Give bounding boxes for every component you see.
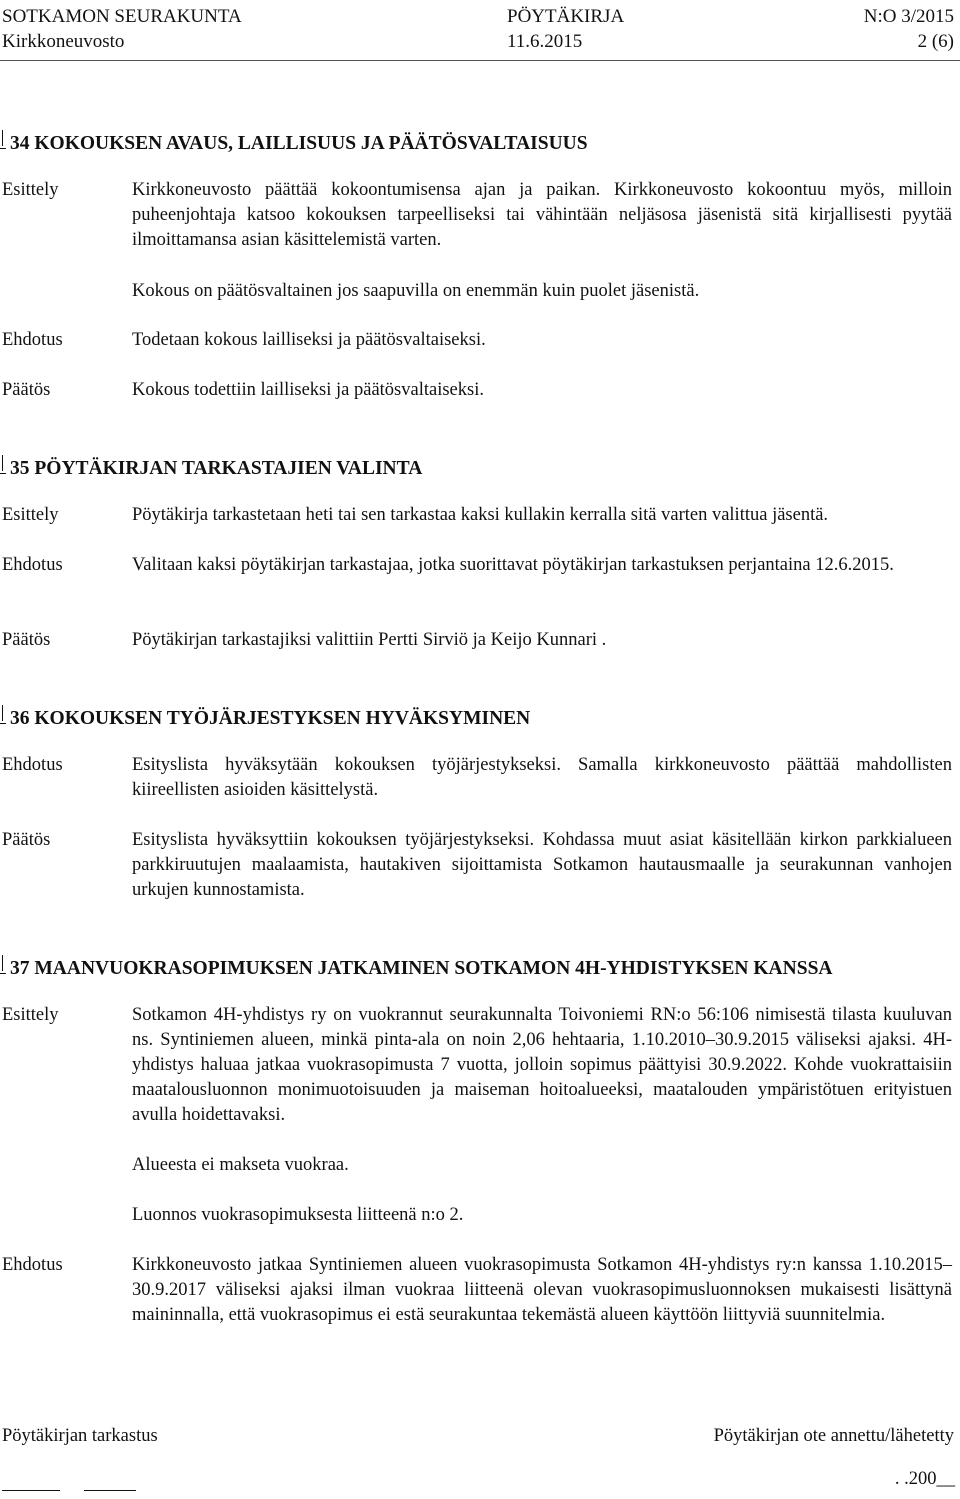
header-doc-type: PÖYTÄKIRJA	[507, 6, 625, 27]
header-rule	[0, 60, 960, 61]
item-label: Päätös	[2, 630, 51, 650]
footer-review-label: Pöytäkirjan tarkastus	[2, 1426, 158, 1446]
section-heading-text: 36 KOKOUKSEN TYÖJÄRJESTYKSEN HYVÄKSYMINEN	[10, 708, 531, 729]
header-row-2	[0, 29, 960, 54]
section-heading-35	[0, 453, 960, 481]
item-text: Todetaan kokous lailliseksi ja päätösvaltaiseksi.	[132, 330, 486, 350]
page-header	[0, 4, 960, 54]
header-body-name: Kirkkoneuvosto	[2, 31, 125, 52]
header-page: 2 (6)	[917, 31, 954, 52]
item-text: Esityslista hyväksytään kokouksen työjärjestykseksi. Samalla kirkkoneuvosto päättää mahdollisten kiireellisten asioiden käsittelystä.	[132, 755, 952, 800]
section-heading-text: 37 MAANVUOKRASOPIMUKSEN JATKAMINEN SOTKAMON 4H-YHDISTYKSEN KANSSA	[10, 958, 833, 979]
item-label: Esittely	[2, 180, 59, 200]
page-footer	[0, 1424, 960, 1454]
header-date: 11.6.2015	[507, 31, 583, 52]
section-heading-36	[0, 703, 960, 731]
section-heading-37	[0, 953, 960, 981]
header-row-1	[0, 4, 960, 29]
item-label: Ehdotus	[2, 555, 63, 575]
item-label: Ehdotus	[2, 330, 63, 350]
section-heading-text: 34 KOKOUKSEN AVAUS, LAILLISUUS JA PÄÄTÖSVALTAISUUS	[10, 133, 588, 154]
item-text: Kirkkoneuvosto jatkaa Syntiniemen alueen vuokrasopimusta Sotkamon 4H-yhdistys ry:n kanssa 1.10.2015–30.9.2017 väliseksi ajaksi ilman vuokraa liitteenä olevan vuokrasopimusluonnoksen mukaisesti lisättynä maininnalla, että vuokrasopimus ei estä seurakuntaa tekemästä alueen käyttöön liittyviä suunnitelmia.	[132, 1255, 952, 1325]
item-label: Päätös	[2, 830, 51, 850]
item-text: Luonnos vuokrasopimuksesta liitteenä n:o 2.	[132, 1205, 464, 1225]
section-heading-text: 35 PÖYTÄKIRJAN TARKASTAJIEN VALINTA	[10, 458, 423, 479]
item-text: Esityslista hyväksyttiin kokouksen työjärjestykseksi. Kohdassa muut asiat käsitellään kirkon parkkialueen parkkiruutujen maalaamista, hautakiven sijoittamista Sotkamon hautausmaalle ja seurakunnan vanhojen urkujen kunnostamista.	[132, 830, 952, 900]
item-label: Ehdotus	[2, 1255, 63, 1275]
item-text: Kokous todettiin lailliseksi ja päätösvaltaiseksi.	[132, 380, 484, 400]
footer-sent-label: Pöytäkirjan ote annettu/lähetetty	[713, 1426, 954, 1446]
item-text: Sotkamon 4H-yhdistys ry on vuokrannut seurakunnalta Toivoniemi RN:o 56:106 nimisestä tilasta kuuluvan ns. Syntiniemen alueen, minkä pinta-ala on noin 2,06 hehtaaria, 1.10.2010–30.9.2015 väliseksi ajaksi. 4H-yhdistys haluaa jatkaa vuokrasopimusta 7 vuotta, jolloin sopimus päättyisi 30.9.2022. Kohde vuokrattaisiin maatalousluonnon monimuotoisuuden ja maiseman hoitoalueeksi, maatalouden ympäristötuen erityistuen avulla hoidettavaksi.	[132, 1005, 952, 1125]
item-text: Valitaan kaksi pöytäkirjan tarkastajaa, jotka suorittavat pöytäkirjan tarkastuksen perjantaina 12.6.2015.	[132, 555, 894, 575]
section-mark	[0, 703, 6, 724]
item-text: Alueesta ei makseta vuokraa.	[132, 1155, 349, 1175]
section-mark	[0, 953, 6, 974]
signature-line	[2, 1478, 60, 1491]
section-mark	[0, 128, 6, 149]
item-text: Pöytäkirja tarkastetaan heti tai sen tarkastaa kaksi kullakin kerralla sitä varten valittua jäsentä.	[132, 505, 829, 525]
section-mark	[0, 453, 6, 474]
item-text: Pöytäkirjan tarkastajiksi valittiin Pertti Sirviö ja Keijo Kunnari .	[132, 630, 607, 650]
item-label: Esittely	[2, 505, 59, 525]
item-text: Kokous on päätösvaltainen jos saapuvilla on enemmän kuin puolet jäsenistä.	[132, 281, 700, 301]
section-heading-34	[0, 128, 960, 156]
header-org: SOTKAMON SEURAKUNTA	[2, 6, 242, 27]
signature-line	[84, 1478, 136, 1491]
footer-date-line: . .200__	[894, 1469, 955, 1489]
item-label: Ehdotus	[2, 755, 63, 775]
item-label: Päätös	[2, 380, 51, 400]
item-text: Kirkkoneuvosto päättää kokoontumisensa ajan ja paikan. Kirkkoneuvosto kokoontuu myös, milloin puheenjohtaja katsoo kokouksen tarpeelliseksi tai vähintään neljäsosa jäsenistä sitä kirjallisesti pyytää ilmoittamansa asian käsittelemistä varten.	[132, 180, 952, 250]
item-label: Esittely	[2, 1005, 59, 1025]
header-doc-number: N:O 3/2015	[863, 6, 954, 27]
